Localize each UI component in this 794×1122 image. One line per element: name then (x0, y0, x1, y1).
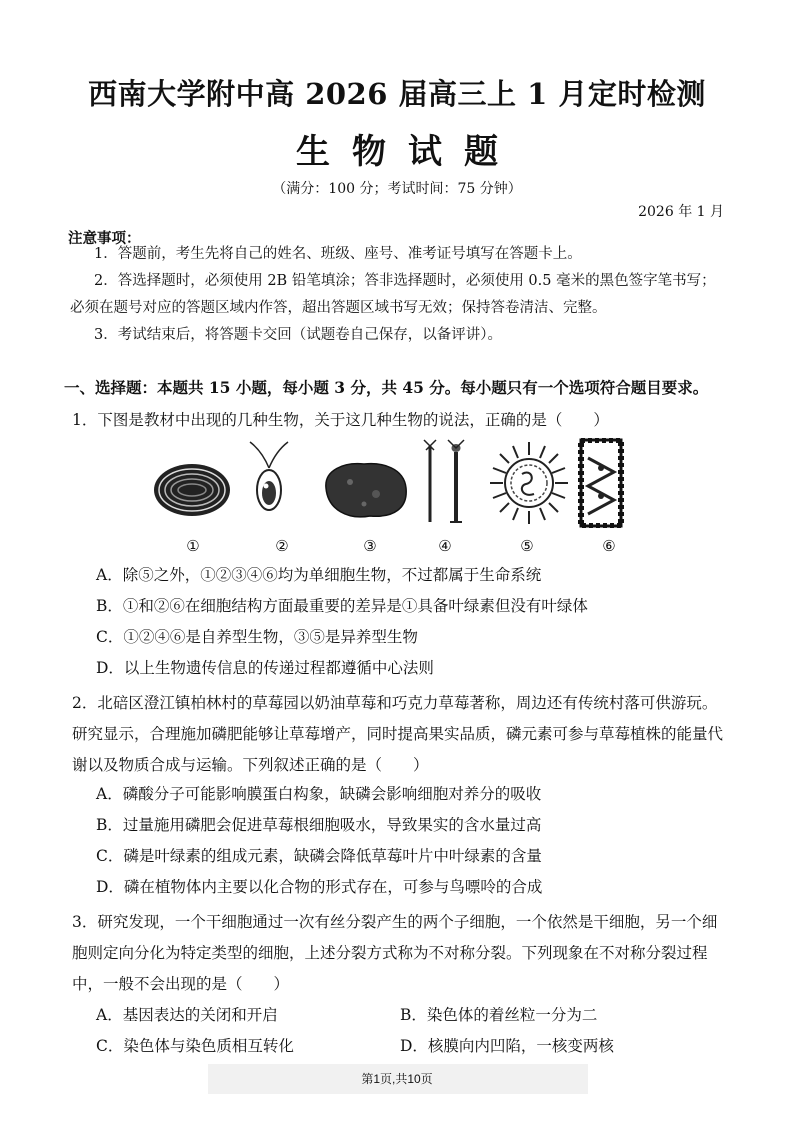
question-1-option-d: D．以上生物遗传信息的传递过程都遵循中心法则 (96, 659, 434, 677)
figure-label-2: ② (275, 537, 289, 555)
question-1-option-c: C．①②④⑥是自养型生物，③⑤是异养型生物 (96, 628, 418, 646)
question-1-option-a: A．除⑤之外，①②③④⑥均为单细胞生物，不过都属于生命系统 (96, 566, 542, 584)
figure-label-3: ③ (363, 537, 377, 555)
hydra-figure (420, 438, 474, 528)
question-1-stem: 1．下图是教材中出现的几种生物，关于这几种生物的说法，正确的是（ ） (72, 411, 609, 429)
question-3-option-b: B．染色体的着丝粒一分为二 (400, 1006, 598, 1024)
subject-title: 生物试题 (296, 132, 520, 172)
plant-cell-figure (578, 438, 624, 528)
question-2-option-d: D．磷在植物体内主要以化合物的形式存在，可参与鸟嘌呤的合成 (96, 878, 543, 896)
question-3-stem: 3．研究发现，一个干细胞通过一次有丝分裂产生的两个子细胞，一个依然是干细胞，另一个细胞则定向分化为特定类型的细胞，上述分裂方式称为不对称分裂。下列现象在不对称分裂过程中，一般不会出现的是（ ） (72, 913, 718, 993)
school-title: 西南大学附中高 2026 届高三上 1 月定时检测 (88, 77, 706, 111)
question-1-option-b: B．①和②⑥在细胞结构方面最重要的差异是①具备叶绿素但没有叶绿体 (96, 597, 588, 615)
notice-item-2: 2．答选择题时，必须使用 2B 铅笔填涂；答非选择题时，必须使用 0.5 毫米的黑色签字笔书写；必须在题号对应的答题区域内作答，超出答题区域书写无效；保持答卷清洁、完整。 (70, 273, 716, 316)
figure-label-5: ⑤ (520, 537, 534, 555)
virus-figure (488, 438, 570, 528)
figure-label-6: ⑥ (602, 537, 616, 555)
figure-label-1: ① (186, 537, 200, 555)
notice-item-1: 1．答题前，考生先将自己的姓名、班级、座号、准考证号填写在答题卡上。 (94, 246, 582, 262)
question-3-option-d: D．核膜向内凹陷，一核变两核 (400, 1037, 614, 1055)
question-3-option-c: C．染色体与染色质相互转化 (96, 1037, 294, 1055)
exam-meta: （满分：100 分；考试时间：75 分钟） (272, 181, 522, 197)
question-2-option-b: B．过量施用磷肥会促进草莓根细胞吸水，导致果实的含水量过高 (96, 816, 542, 834)
figure-label-4: ④ (438, 537, 452, 555)
section-title: 一、选择题：本题共 15 小题，每小题 3 分，共 45 分。每小题只有一个选项符合题目要求。 (64, 378, 709, 397)
question-2-option-c: C．磷是叶绿素的组成元素，缺磷会降低草莓叶片中叶绿素的含量 (96, 847, 542, 865)
notice-item-3: 3．考试结束后，将答题卡交回（试题卷自己保存，以备评讲）。 (94, 327, 502, 343)
organism-figure (152, 438, 642, 528)
page-number: 第1页,共10页 (361, 1072, 433, 1086)
exam-date: 2026 年 1 月 (638, 204, 724, 220)
question-2-option-a: A．磷酸分子可能影响膜蛋白构象，缺磷会影响细胞对养分的吸收 (96, 785, 542, 803)
amoeba-figure (320, 458, 410, 524)
bacterium-figure (152, 460, 232, 520)
question-3-option-a: A．基因表达的关闭和开启 (96, 1006, 278, 1024)
notice-title: 注意事项： (68, 230, 141, 247)
chlamydomonas-figure (246, 438, 292, 518)
question-2-stem: 2．北碚区澄江镇柏林村的草莓园以奶油草莓和巧克力草莓著称，周边还有传统村落可供游玩。研究显示，合理施加磷肥能够让草莓增产，同时提高果实品质，磷元素可参与草莓植株的能量代谢以及物质合成与运输。下列叙述正确的是（ ） (72, 694, 724, 774)
